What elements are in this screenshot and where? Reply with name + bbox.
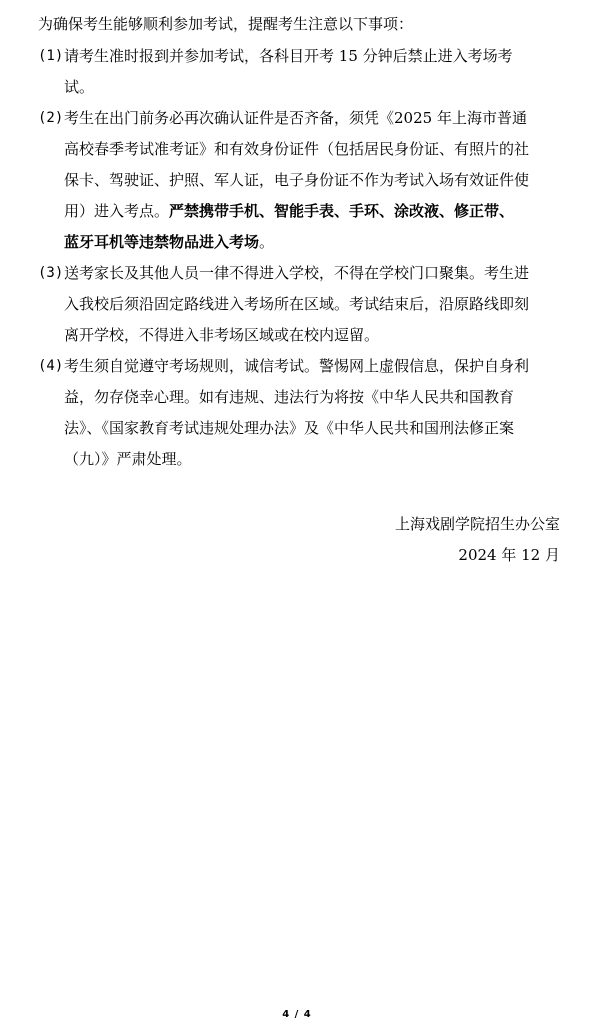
signature-organization: 上海戏剧学院招生办公室 — [394, 515, 560, 533]
item-text-line: 考生在出门前务必再次确认证件是否齐备，须凭《2025 年上海市普通 — [64, 109, 527, 127]
item-number: (1) — [38, 48, 64, 64]
item-text-line: 入我校后须沿固定路线进入考场所在区域。考试结束后，沿原路线即刻 — [64, 295, 530, 313]
item-text-line: 试。 — [64, 78, 95, 96]
prohibited-items-warning: 蓝牙耳机等违禁物品进入考场 — [64, 233, 260, 251]
item-text-line: 离开学校，不得进入非考场区域或在校内逗留。 — [64, 326, 380, 344]
item-number: (4) — [38, 358, 64, 374]
prohibited-items-warning: 严禁携带手机、智能手表、手环、涂改液、修正带、 — [169, 202, 515, 220]
item-text-segment: 。 — [259, 233, 275, 251]
item-text-line: （九）》严肃处理。 — [64, 450, 192, 468]
notice-item-4 — [38, 351, 560, 475]
item-text-line: 考生须自觉遵守考场规则，诚信考试。警惕网上虚假信息，保护自身利 — [64, 357, 530, 375]
item-text-line: 送考家长及其他人员一律不得进入学校，不得在学校门口聚集。考生进 — [64, 264, 530, 282]
notice-item-2 — [38, 103, 560, 258]
page-number: 4 / 4 — [282, 1009, 312, 1020]
item-number: (3) — [38, 265, 64, 281]
item-text-line: 保卡、驾驶证、护照、军人证，电子身份证不作为考试入场有效证件使 — [64, 171, 530, 189]
item-text-line: 法》、《国家教育考试违规处理办法》及《中华人民共和国刑法修正案 — [64, 419, 515, 437]
item-number: (2) — [38, 110, 64, 126]
signature-date: 2024 年 12 月 — [458, 546, 560, 564]
notice-item-3 — [38, 258, 560, 351]
item-text-line: 益，勿存侥幸心理。如有违规、违法行为将按《中华人民共和国教育 — [64, 388, 515, 406]
item-text-line — [38, 227, 560, 258]
notice-item-1 — [38, 41, 560, 103]
intro-paragraph: 为确保考生能够顺利参加考试，提醒考生注意以下事项： — [38, 15, 414, 33]
item-text-line — [38, 196, 560, 227]
item-text-line: 请考生准时报到并参加考试，各科目开考 15 分钟后禁止进入考场考 — [64, 47, 513, 65]
item-text-line: 高校春季考试准考证》和有效身份证件（包括居民身份证、有照片的社 — [64, 140, 530, 158]
item-text-segment: 用）进入考点。 — [64, 202, 170, 220]
